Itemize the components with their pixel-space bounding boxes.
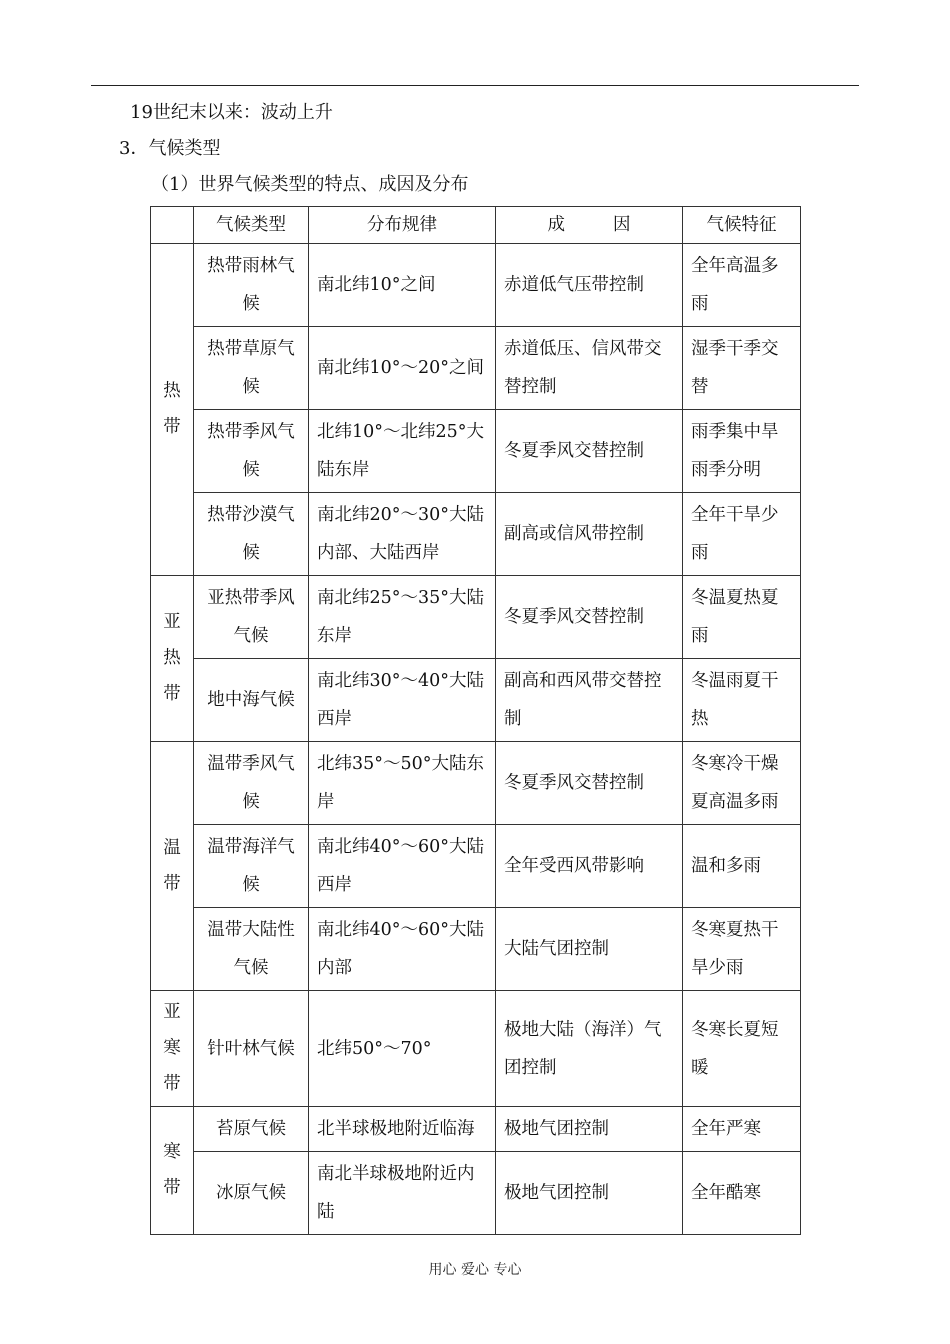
cell-type: 温带大陆性气候 (194, 908, 309, 991)
cell-cause: 极地气团控制 (496, 1107, 683, 1152)
cell-cause: 副高或信风带控制 (496, 493, 683, 576)
cell-feature: 冬温雨夏干热 (683, 659, 801, 742)
subsection-heading: （1）世界气候类型的特点、成因及分布 (151, 174, 469, 195)
cell-distribution: 南北纬25°～35°大陆东岸 (309, 576, 496, 659)
cell-cause: 副高和西风带交替控制 (496, 659, 683, 742)
cell-distribution: 南北半球极地附近内陆 (309, 1152, 496, 1235)
table-row (151, 244, 801, 327)
table-row (151, 1152, 801, 1235)
table-row (151, 493, 801, 576)
cell-distribution: 南北纬10°之间 (309, 244, 496, 327)
cell-type: 温带海洋气候 (194, 825, 309, 908)
table-row (151, 1107, 801, 1152)
cell-type: 温带季风气候 (194, 742, 309, 825)
cell-feature: 全年酷寒 (683, 1152, 801, 1235)
cell-type: 热带草原气候 (194, 327, 309, 410)
table-row (151, 908, 801, 991)
header-distribution: 分布规律 (309, 207, 496, 244)
cell-type: 冰原气候 (194, 1152, 309, 1235)
cell-distribution: 南北纬40°～60°大陆内部 (309, 908, 496, 991)
table-row (151, 659, 801, 742)
cell-type: 针叶林气候 (194, 991, 309, 1107)
cell-cause: 冬夏季风交替控制 (496, 576, 683, 659)
header-feature: 气候特征 (683, 207, 801, 244)
cell-cause: 赤道低气压带控制 (496, 244, 683, 327)
cell-type: 地中海气候 (194, 659, 309, 742)
cell-feature: 温和多雨 (683, 825, 801, 908)
header-cause-left: 成 (547, 215, 565, 235)
cell-feature: 冬温夏热夏雨 (683, 576, 801, 659)
table-row (151, 410, 801, 493)
cell-feature: 湿季干季交替 (683, 327, 801, 410)
header-type: 气候类型 (194, 207, 309, 244)
cell-type: 热带季风气候 (194, 410, 309, 493)
page-footer: 用心 爱心 专心 (428, 1262, 522, 1278)
cell-feature: 冬寒夏热干旱少雨 (683, 908, 801, 991)
table-row (151, 576, 801, 659)
cell-feature: 冬寒冷干燥夏高温多雨 (683, 742, 801, 825)
cell-type: 苔原气候 (194, 1107, 309, 1152)
cell-distribution: 北半球极地附近临海 (309, 1107, 496, 1152)
zone-subarctic: 亚寒带 (151, 991, 194, 1107)
climate-types-table (150, 206, 801, 1235)
cell-feature: 全年高温多雨 (683, 244, 801, 327)
cell-cause: 极地大陆（海洋）气团控制 (496, 991, 683, 1107)
table-row (151, 991, 801, 1107)
header-rule (91, 85, 859, 86)
cell-type: 热带沙漠气候 (194, 493, 309, 576)
cell-distribution: 南北纬20°～30°大陆内部、大陆西岸 (309, 493, 496, 576)
cell-distribution: 南北纬10°～20°之间 (309, 327, 496, 410)
cell-cause: 冬夏季风交替控制 (496, 410, 683, 493)
cell-feature: 全年严寒 (683, 1107, 801, 1152)
cell-distribution: 北纬35°～50°大陆东岸 (309, 742, 496, 825)
cell-distribution: 南北纬40°～60°大陆西岸 (309, 825, 496, 908)
section-heading-climate-types: 3．气候类型 (119, 138, 221, 159)
table-row (151, 327, 801, 410)
cell-type: 亚热带季风气候 (194, 576, 309, 659)
cell-cause: 大陆气团控制 (496, 908, 683, 991)
cell-distribution: 北纬10°～北纬25°大陆东岸 (309, 410, 496, 493)
cell-feature: 全年干旱少雨 (683, 493, 801, 576)
cell-cause: 极地气团控制 (496, 1152, 683, 1235)
zone-subtropical: 亚热带 (151, 576, 194, 742)
zone-tropical: 热带 (151, 244, 194, 576)
header-cause-right: 因 (613, 215, 631, 235)
cell-type: 热带雨林气候 (194, 244, 309, 327)
cell-cause: 全年受西风带影响 (496, 825, 683, 908)
cell-distribution: 南北纬30°～40°大陆西岸 (309, 659, 496, 742)
cell-cause: 冬夏季风交替控制 (496, 742, 683, 825)
text-line-trend: 19世纪末以来：波动上升 (130, 102, 333, 123)
cell-feature: 冬寒长夏短暖 (683, 991, 801, 1107)
cell-distribution: 北纬50°～70° (309, 991, 496, 1107)
zone-temperate: 温带 (151, 742, 194, 991)
table-row (151, 825, 801, 908)
header-zone (151, 207, 194, 244)
table-row (151, 742, 801, 825)
table-header-row (151, 207, 801, 244)
cell-feature: 雨季集中旱雨季分明 (683, 410, 801, 493)
zone-frigid: 寒带 (151, 1107, 194, 1235)
header-cause (496, 207, 683, 244)
cell-cause: 赤道低压、信风带交替控制 (496, 327, 683, 410)
